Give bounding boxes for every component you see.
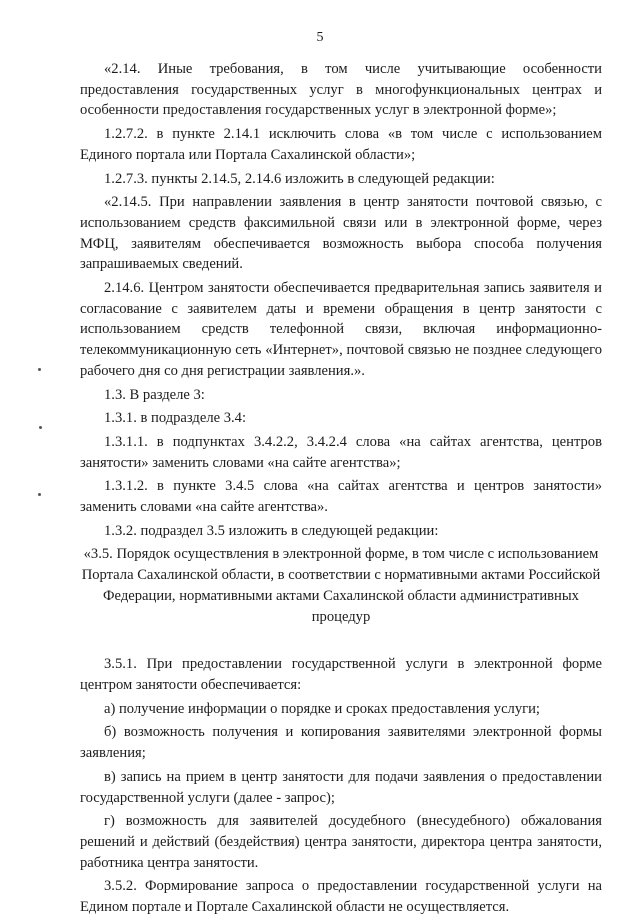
paragraph: 1.2.7.2. в пункте 2.14.1 исключить слова «в том числе с использованием Единого портала или Портала Сахалинской области»; <box>80 126 602 163</box>
document-body <box>80 59 602 921</box>
paragraph: «2.14.5. При направлении заявления в центр занятости почтовой связью, с использованием средств факсимильной связи или в электронной форме, через МФЦ, заявителям обеспечивается возможность выбора способа получения запрашиваемых сведений. <box>80 194 602 273</box>
page-number: 5 <box>316 30 324 45</box>
margin-mark <box>39 426 42 429</box>
paragraph: 1.3.1. в подразделе 3.4: <box>104 410 247 427</box>
paragraph: 3.5.1. При предоставлении государственной услуги в электронной форме центром занятости обеспечивается: <box>80 656 602 693</box>
paragraph: «2.14. Иные требования, в том числе учитывающие особенности предоставления государственных услуг в многофункциональных центрах и особенности предоставления государственных услуг в электронной форме»; <box>80 61 602 119</box>
spacer <box>80 630 602 654</box>
paragraph: 1.3.1.1. в подпунктах 3.4.2.2, 3.4.2.4 слова «на сайтах агентства, центров занятости» заменить словами «на сайте агентства»; <box>80 433 602 471</box>
list-item: г) возможность для заявителей досудебного (внесудебного) обжалования решений и действий (бездействия) центра занятости, директора центра занятости, работника центра занятости. <box>80 813 602 871</box>
list-item: б) возможность получения и копирования заявителями электронной формы заявления; <box>80 724 602 762</box>
list-item: в) запись на прием в центр занятости для подачи заявления о предоставлении государственной услуги (далее - запрос); <box>80 768 602 806</box>
list-item: а) получение информации о порядке и сроках предоставления услуги; <box>104 700 540 717</box>
margin-mark <box>38 368 41 371</box>
paragraph: 1.2.7.3. пункты 2.14.5, 2.14.6 изложить в следующей редакции: <box>104 170 495 187</box>
section-heading: «3.5. Порядок осуществления в электронной форме, в том числе с использованием Портала Сахалинской области, в соответствии с нормативными актами Российской Федерации, нормативными актами Сахалинской области административных процедур <box>81 546 601 625</box>
paragraph: 1.3. В разделе 3: <box>104 386 205 403</box>
paragraph: 1.3.2. подраздел 3.5 изложить в следующей редакции: <box>104 522 439 539</box>
paragraph: 2.14.6. Центром занятости обеспечивается предварительная запись заявителя и согласование с заявителем даты и времени обращения в центр занятости с использованием средств телефонной связи, включая информационно-телекоммуникационную сеть «Интернет», почтовой связью не позднее следующего рабочего дня со дня регистрации заявления.». <box>80 280 602 379</box>
margin-mark <box>38 493 41 496</box>
paragraph: 3.5.2. Формирование запроса о предоставлении государственной услуги на Едином портале и Портале Сахалинской области не осуществляется. <box>80 878 602 916</box>
paragraph: 1.3.1.2. в пункте 3.4.5 слова «на сайтах агентства и центров занятости» заменить словами «на сайте агентства». <box>80 478 602 516</box>
